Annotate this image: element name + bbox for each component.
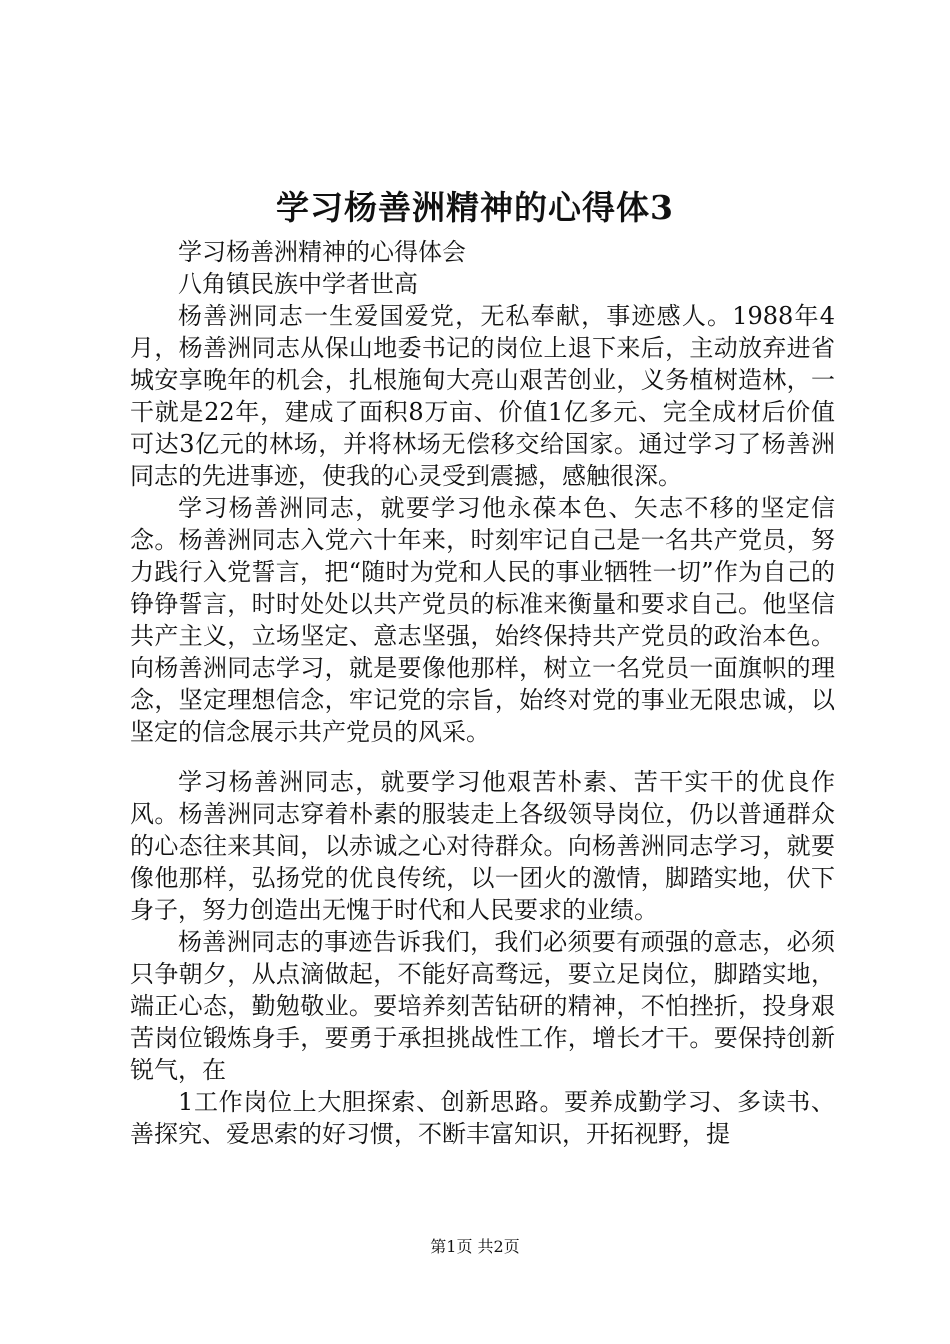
paragraph-continued: 1工作岗位上大胆探索、创新思路。要养成勤学习、多读书、善探究、爱思索的好习惯，不断丰富知识，开拓视野，提 — [130, 1088, 835, 1148]
paragraph-style: 学习杨善洲同志，就要学习他艰苦朴素、苦干实干的优良作风。杨善洲同志穿着朴素的服装走上各级领导岗位，仍以普通群众的心态往来其间，以赤诚之心对待群众。向杨善洲同志学习，就要像他那样，弘扬党的优良传统，以一团火的激情，脚踏实地，伏下身子，努力创造出无愧于时代和人民要求的业绩。 — [130, 768, 835, 924]
paragraph-intro: 杨善洲同志一生爱国爱党，无私奉献，事迹感人。1988年4月，杨善洲同志从保山地委书记的岗位上退下来后，主动放弃进省城安享晚年的机会，扎根施甸大亮山艰苦创业，义务植树造林，一干就是22年，建成了面积8万亩、价值1亿多元、完全成材后价值可达3亿元的林场，并将林场无偿移交给国家。通过学习了杨善洲同志的先进事迹，使我的心灵受到震撼，感触很深。 — [130, 302, 835, 490]
document-body — [130, 236, 835, 1150]
paragraph-lesson: 杨善洲同志的事迹告诉我们，我们必须要有顽强的意志，必须只争朝夕，从点滴做起，不能好高骛远，要立足岗位，脚踏实地，端正心态，勤勉敬业。要培养刻苦钻研的精神，不怕挫折，投身艰苦岗位锻炼身手，要勇于承担挑战性工作，增长才干。要保持创新锐气，在 — [130, 928, 835, 1084]
document-title: 学习杨善洲精神的心得体3 — [276, 188, 674, 227]
author-line: 八角镇民族中学者世高 — [178, 270, 418, 298]
page-footer: 第1页 共2页 — [430, 1237, 520, 1256]
subtitle: 学习杨善洲精神的心得体会 — [178, 238, 466, 266]
paragraph-belief: 学习杨善洲同志，就要学习他永葆本色、矢志不移的坚定信念。杨善洲同志入党六十年来，时刻牢记自己是一名共产党员，努力践行入党誓言，把“随时为党和人民的事业牺牲一切”作为自己的铮铮誓言，时时处处以共产党员的标准来衡量和要求自己。他坚信共产主义，立场坚定、意志坚强，始终保持共产党员的政治本色。向杨善洲同志学习，就是要像他那样，树立一名党员一面旗帜的理念，坚定理想信念，牢记党的宗旨，始终对党的事业无限忠诚，以坚定的信念展示共产党员的风采。 — [130, 494, 835, 746]
